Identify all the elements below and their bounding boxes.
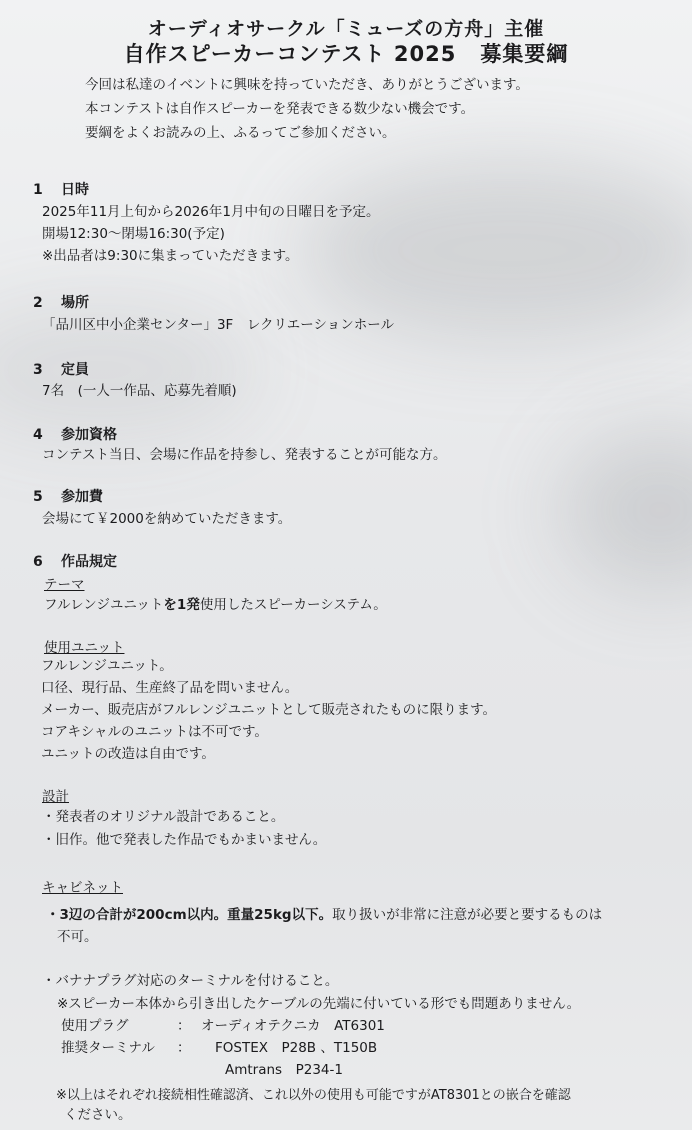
plug-row — [61, 1017, 385, 1035]
theme-bold-text: を1発 — [163, 597, 200, 613]
theme-label: テーマ — [44, 577, 85, 593]
datetime-line: 2025年11月上旬から2026年1月中旬の日曜日を予定。 — [42, 204, 380, 220]
section-heading-eligibility — [33, 424, 117, 444]
terminal-note: ※スピーカー本体から引き出したケーブルの先端に付いている形でも問題ありません。 — [57, 996, 581, 1012]
design-line: ・発表者のオリジナル設計であること。 — [42, 809, 285, 825]
design-label: 設計 — [42, 789, 69, 805]
intro-line: 本コンテストは自作スピーカーを発表できる数少ない機会です。 — [85, 101, 475, 117]
section-number: 5 — [33, 489, 43, 505]
section-heading-capacity — [33, 359, 89, 379]
cabinet-weight-limit: 重量25kg以下。 — [227, 907, 333, 923]
section-number: 1 — [33, 182, 43, 198]
terminal-separator: ： — [177, 1040, 191, 1056]
guidelines-label: 募集要綱 — [480, 42, 569, 66]
compatibility-note: ください。 — [64, 1107, 132, 1123]
section-title: 日時 — [61, 182, 89, 198]
theme-text: 使用したスピーカーシステム。 — [199, 597, 387, 613]
terminal-value: Amtrans P234-1 — [225, 1062, 343, 1078]
plug-value: オーディオテクニカ AT6301 — [201, 1018, 385, 1034]
theme-line — [44, 596, 387, 614]
section-number: 2 — [33, 295, 43, 311]
datetime-line: 開場12:30～閉場16:30(予定) — [42, 226, 225, 242]
plug-separator: ： — [177, 1018, 191, 1034]
section-title: 作品規定 — [61, 554, 117, 570]
cabinet-text: 取り扱いが非常に注意が必要と要するものは — [332, 907, 603, 923]
units-line: ユニットの改造は自由です。 — [41, 746, 215, 762]
contest-title — [0, 38, 692, 68]
units-line: コアキシャルのユニットは不可です。 — [41, 724, 268, 740]
eligibility-line: コンテスト当日、会場に作品を持参し、発表することが可能な方。 — [42, 447, 447, 463]
design-line: ・旧作。他で発表した作品でもかまいません。 — [42, 832, 327, 848]
fee-line: 会場にて￥2000を納めていただきます。 — [42, 511, 292, 527]
cabinet-size-limit: ・3辺の合計が200cm以内。 — [46, 907, 228, 923]
section-title: 場所 — [61, 295, 89, 311]
units-label: 使用ユニット — [44, 640, 125, 656]
section-title: 参加費 — [61, 489, 103, 505]
section-heading-datetime — [33, 179, 89, 199]
terminal-value: FOSTEX P28B 、T150B — [215, 1040, 378, 1056]
section-number: 6 — [33, 554, 43, 570]
plug-label: 使用プラグ — [61, 1018, 129, 1034]
capacity-line: 7名 (一人一作品、応募先着順) — [42, 383, 237, 399]
theme-text: フルレンジユニット — [44, 597, 164, 613]
event-organizer-title: オーディオサークル「ミューズの方舟」主催 — [147, 18, 545, 40]
section-heading-rules — [33, 551, 117, 571]
terminal-row — [61, 1039, 377, 1057]
cabinet-label: キャビネット — [42, 880, 123, 896]
contest-name: 自作スピーカーコンテスト 2025 — [123, 42, 457, 66]
section-number: 4 — [33, 427, 43, 443]
terminal-line: ・バナナプラグ対応のターミナルを付けること。 — [42, 973, 339, 989]
section-title: 参加資格 — [61, 427, 117, 443]
venue-line: 「品川区中小企業センター」3F レクリエーションホール — [42, 317, 394, 333]
terminal-label: 推奨ターミナル — [61, 1040, 155, 1056]
intro-line: 今回は私達のイベントに興味を持っていただき、ありがとうございます。 — [85, 77, 529, 93]
section-heading-fee — [33, 486, 103, 506]
compatibility-note: ※以上はそれぞれ接続相性確認済、これ以外の使用も可能ですがAT8301との嵌合を確認 — [56, 1088, 571, 1103]
section-heading-venue — [33, 292, 89, 312]
cabinet-line: 不可。 — [57, 929, 98, 945]
units-line: メーカー、販売店がフルレンジユニットとして販売されたものに限ります。 — [41, 702, 497, 718]
section-number: 3 — [33, 362, 43, 378]
cabinet-line — [46, 906, 602, 924]
units-line: フルレンジユニット。 — [41, 658, 173, 674]
section-title: 定員 — [61, 362, 89, 378]
intro-line: 要綱をよくお読みの上、ふるってご参加ください。 — [85, 125, 396, 141]
shadow-overlay — [300, 160, 692, 340]
units-line: 口径、現行品、生産終了品を問いません。 — [41, 680, 299, 696]
shadow-overlay — [560, 430, 692, 590]
datetime-line: ※出品者は9:30に集まっていただきます。 — [42, 248, 299, 264]
